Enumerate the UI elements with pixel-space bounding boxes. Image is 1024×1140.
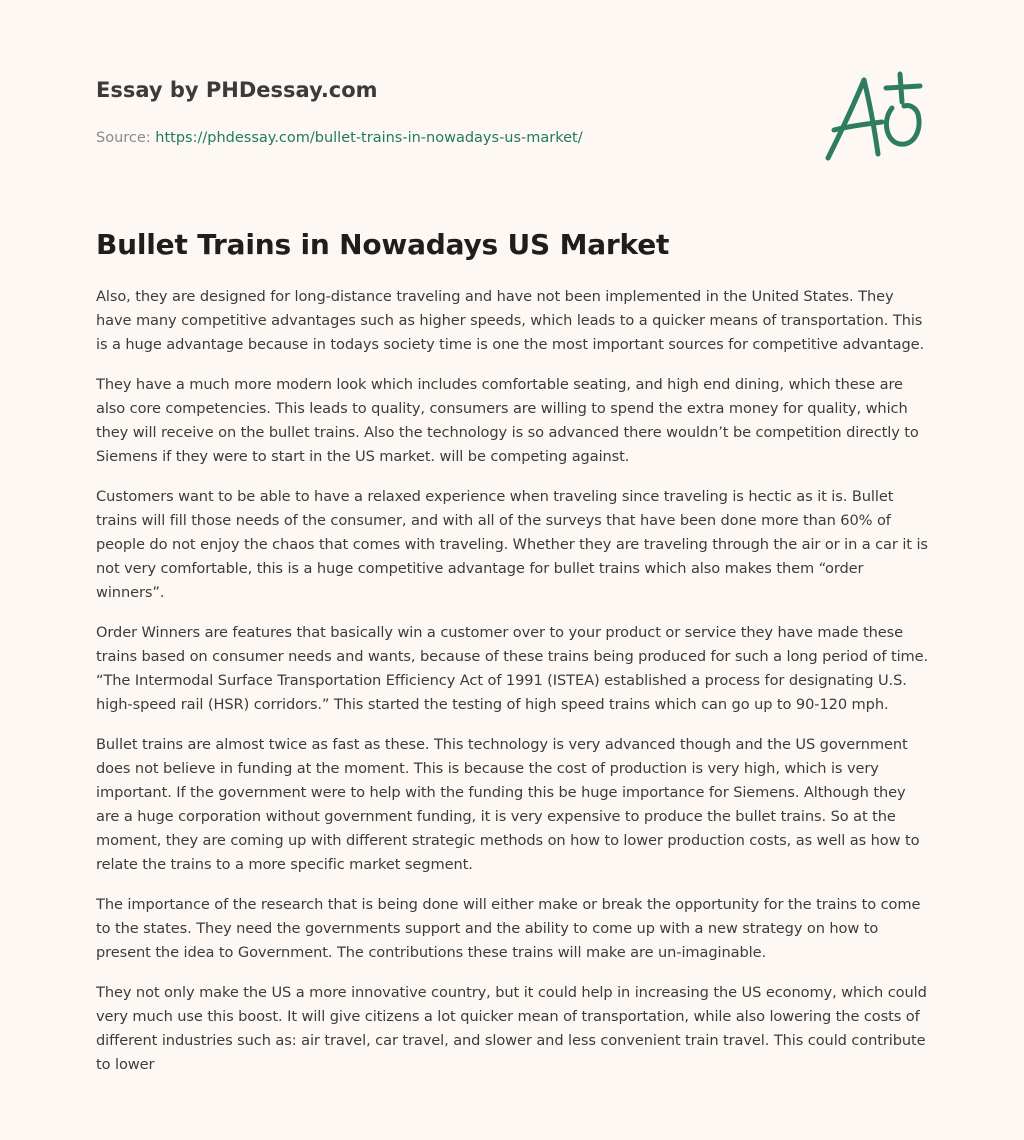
essay-paragraph: They not only make the US a more innovative country, but it could help in increasing the US economy, which could very much use this boost. It will give citizens a lot quicker mean of transportation, while also lowering the costs of different industries such as: air travel, car travel, and slower and less convenient train travel. This could contribute to lower bbox=[96, 984, 927, 1073]
essay-paragraph: The importance of the research that is being done will either make or break the opportunity for the trains to come to the states. They need the governments support and the ability to come up with a new strategy on how to present the idea to Government. The contributions these trains will make are un-imaginable. bbox=[96, 896, 921, 961]
essay-paragraph: Order Winners are features that basically win a customer over to your product or service they have made these trains based on consumer needs and wants, because of these trains being produced for such a long period of time. “The Intermodal Surface Transportation Efficiency Act of 1991 (ISTEA) established a process for designating U.S. high-speed rail (HSR) corridors.” This started the testing of high speed trains which can go up to 90-120 mph. bbox=[96, 624, 929, 713]
essay-body bbox=[96, 285, 930, 1093]
source-line bbox=[96, 128, 816, 148]
essay-paragraph: Bullet trains are almost twice as fast as these. This technology is very advanced though and the US government does not believe in funding at the moment. This is because the cost of production is very high, which is very important. If the government were to help with the funding this be huge importance for Siemens. Although they are a huge corporation without government funding, it is very expensive to produce the bullet trains. So at the moment, they are coming up with different strategic methods on how to lower production costs, as well as how to relate the trains to a more specific market segment. bbox=[96, 736, 920, 873]
essay-paragraph: They have a much more modern look which includes comfortable seating, and high end dining, which these are also core competencies. This leads to quality, consumers are willing to spend the extra money for quality, which they will receive on the bullet trains. Also the technology is so advanced there wouldn’t be competition directly to Siemens if they were to start in the US market. will be competing against. bbox=[96, 376, 919, 465]
source-label: Source: bbox=[96, 130, 156, 146]
essay-paragraph: Customers want to be able to have a relaxed experience when traveling since traveling is hectic as it is. Bullet trains will fill those needs of the consumer, and with all of the surveys that have been done more than 60% of people do not enjoy the chaos that comes with traveling. Whether they are traveling through the air or in a car it is not very comfortable, this is a huge competitive advantage for bullet trains which also makes them “order winners”. bbox=[96, 488, 928, 601]
source-link[interactable]: https://phdessay.com/bullet-trains-in-nowadays-us-market/ bbox=[155, 130, 583, 146]
essay-header bbox=[96, 76, 816, 148]
a-plus-logo-icon bbox=[820, 68, 930, 164]
essay-title: Bullet Trains in Nowadays US Market bbox=[96, 228, 670, 261]
essay-paragraph: Also, they are designed for long-distance traveling and have not been implemented in the United States. They have many competitive advantages such as higher speeds, which leads to a quicker means of transportation. This is a huge advantage because in todays society time is one the most important sources for competitive advantage. bbox=[96, 288, 925, 353]
site-brand: Essay by PHDessay.com bbox=[96, 78, 378, 102]
